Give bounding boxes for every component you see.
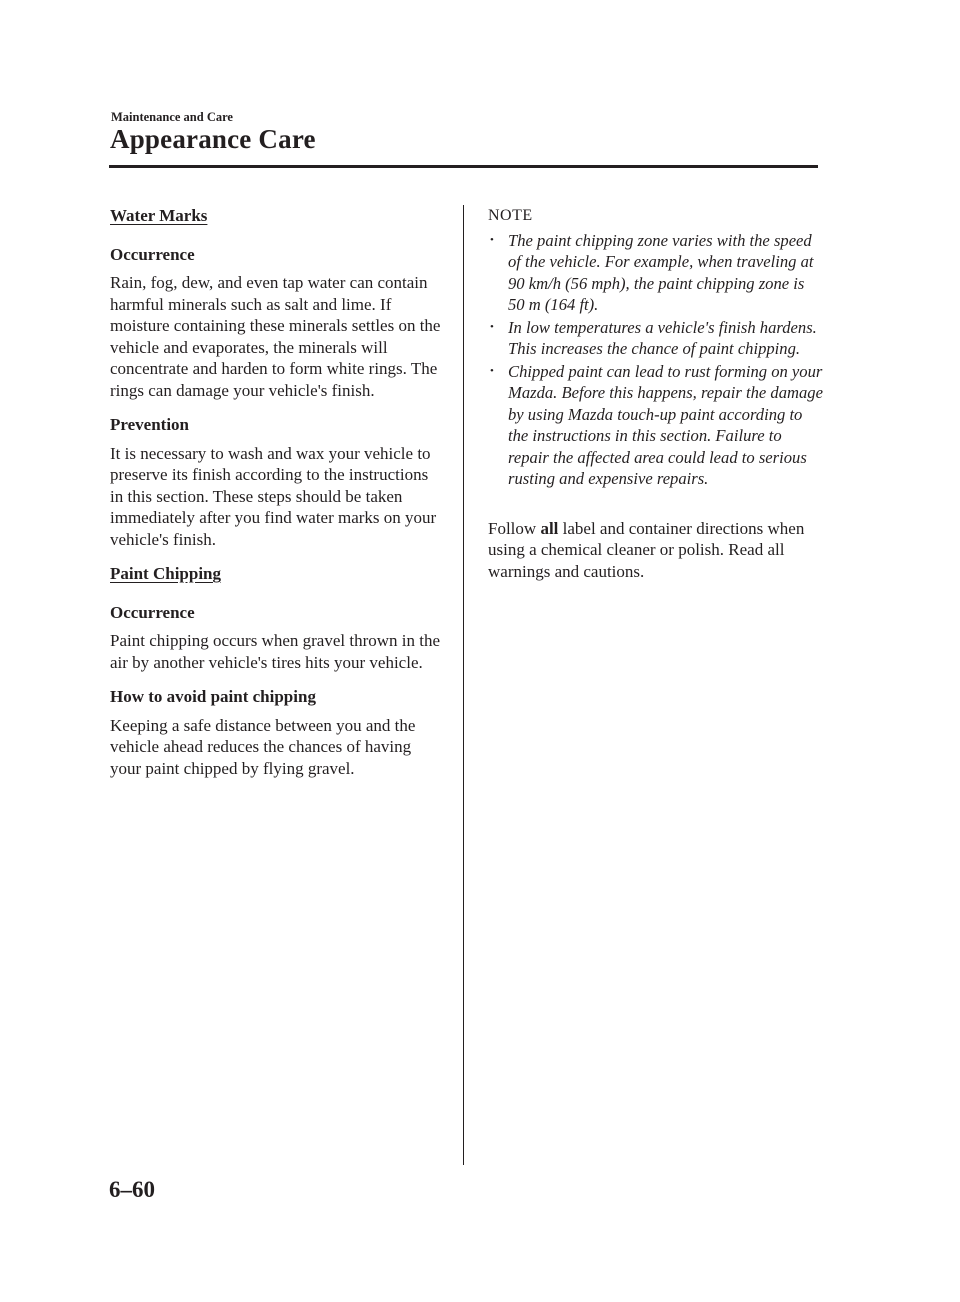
left-column [110,205,445,792]
follow-prefix: Follow [488,518,537,538]
water-marks-prevention-text: It is necessary to wash and wax your vehicle to preserve its finish according to the instructions in this section. These steps should be taken immediately after you find water marks on your vehicle's finish. [110,443,437,549]
follow-bold: all [540,518,559,538]
note-item [488,317,823,360]
water-marks-occurrence-heading: Occurrence [110,244,195,264]
note-item-text: In low temperatures a vehicle's finish hardens. This increases the chance of paint chipping. [508,317,817,358]
chapter-label: Maintenance and Care [111,110,233,124]
bullet-icon: • [490,364,494,377]
avoid-chipping-heading: How to avoid paint chipping [110,687,316,706]
note-box [488,205,823,490]
water-marks-prevention-heading: Prevention [110,415,190,434]
water-marks-title: Water Marks [110,206,208,225]
note-item-text: The paint chipping zone varies with the speed of the vehicle. For example, when traveling at 90 km/h (56 mph), the paint chipping zone is 50 m (164 ft). [508,230,814,314]
header-divider [109,165,818,168]
paint-chipping-title: Paint Chipping [110,564,222,583]
note-title: NOTE [488,207,533,224]
paint-chipping-occurrence-heading: Occurrence [110,602,195,622]
follow-directions-text [488,518,823,583]
bullet-icon: • [490,320,494,333]
page-title: Appearance Care [110,124,316,154]
bullet-icon: • [490,233,494,246]
column-divider [463,205,464,1165]
note-item-text: Chipped paint can lead to rust forming on your Mazda. Before this happens, repair the damage by using Mazda touch-up paint according to the instructions in this section. Failure to repair the affected area could lead to serious rusting and expensive repairs. [508,361,823,488]
avoid-chipping-text: Keeping a safe distance between you and the vehicle ahead reduces the chances of having your paint chipped by flying gravel. [110,715,416,778]
note-item [488,361,823,490]
right-column [488,205,823,595]
water-marks-occurrence-text: Rain, fog, dew, and even tap water can contain harmful minerals such as salt and lime. If moisture containing these minerals settles on the vehicle and evaporates, the minerals will concentrate and harden to form white rings. The rings can damage your vehicle's finish. [110,273,441,400]
paint-chipping-occurrence-text: Paint chipping occurs when gravel thrown in the air by another vehicle's tires hits your vehicle. [110,631,441,672]
follow-rest: label and container directions when using a chemical cleaner or polish. Read all warnings and cautions. [488,518,805,581]
note-item [488,230,823,316]
page-number: 6–60 [109,1177,155,1202]
